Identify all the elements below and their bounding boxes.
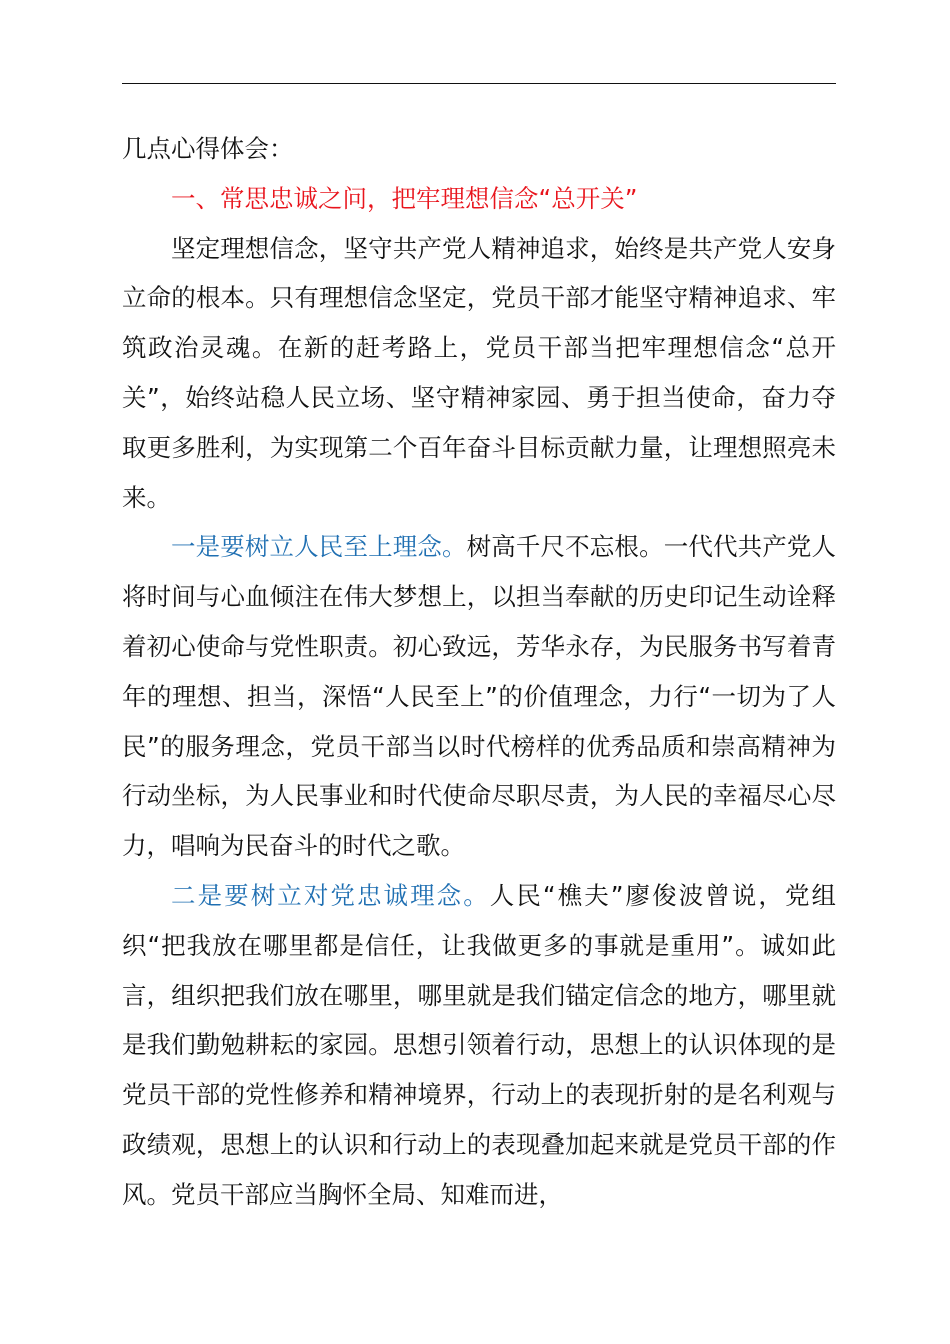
header-rule [122,83,836,84]
point-1-title: 一是要树立人民至上理念。 [171,532,467,562]
point-2-title: 二是要树立对党忠诚理念。 [171,880,490,910]
point-2-paragraph [122,871,836,1220]
section-heading: 一、常思忠诚之问，把牢理想信念“总开关” [171,183,638,213]
document-body [122,124,836,1220]
point-1-paragraph [122,522,836,871]
point-1-body: 树高千尺不忘根。一代代共产党人将时间与心血倾注在伟大梦想上，以担当奉献的历史印记生动诠释着初心使命与党性职责。初心致远，芳华永存，为民服务书写着青年的理想、担当，深悟“人民至上”的价值理念，力行“一切为了人民”的服务理念，党员干部当以时代榜样的优秀品质和崇高精神为行动坐标，为人民事业和时代使命尽职尽责，为人民的幸福尽心尽力，唱响为民奋斗的时代之歌。 [122,532,837,861]
point-2-body: 人民“樵夫”廖俊波曾说，党组织“把我放在哪里都是信任，让我做更多的事就是重用”。诚如此言，组织把我们放在哪里，哪里就是我们锚定信念的地方，哪里就是我们勤勉耕耘的家园。思想引领着行动，思想上的认识体现的是党员干部的党性修养和精神境界，行动上的表现折射的是名利观与政绩观，思想上的认识和行动上的表现叠加起来就是党员干部的作风。党员干部应当胸怀全局、知难而进， [122,880,837,1209]
paragraph-1: 坚定理想信念，坚守共产党人精神追求，始终是共产党人安身立命的根本。只有理想信念坚定，党员干部才能坚守精神追求、牢筑政治灵魂。在新的赶考路上，党员干部当把牢理想信念“总开关”，始终站稳人民立场、坚守精神家园、勇于担当使命，奋力夺取更多胜利，为实现第二个百年奋斗目标贡献力量，让理想照亮未来。 [122,233,836,512]
intro-line: 几点心得体会： [122,134,294,163]
